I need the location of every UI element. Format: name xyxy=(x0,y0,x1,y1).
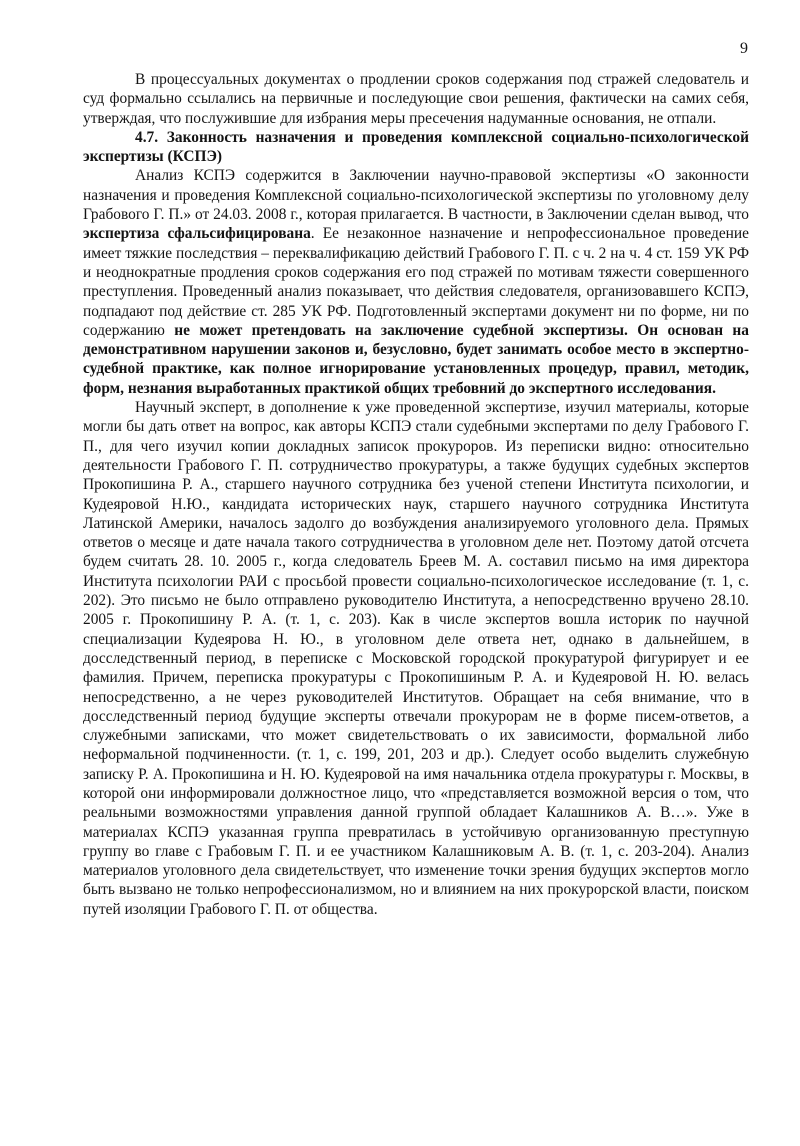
section-heading xyxy=(83,128,749,167)
kspe-conclusion-emphasis: не может претендовать на заключение судебной экспертизы. Он основан на демонстративном нарушении законов и, безусловно, будет занимать особое место в экспертно-судебной практике, как полное игнорирование установленных процедур, правил, методик, форм, незнания выработанных практикой общих требовний до экспертного исследования. xyxy=(83,321,749,397)
document-body xyxy=(83,70,749,919)
section-number: 4.7. xyxy=(135,128,159,146)
section-title: Законность назначения и проведения комплексной социально-психологической экспертизы (КСПЭ) xyxy=(83,128,749,166)
page-number: 9 xyxy=(740,40,748,57)
kspe-analysis-text-1: Анализ КСПЭ содержится в Заключении научно-правовой экспертизы «О законности назначения и проведения Комплексной социально-психологической экспертизы по уголовному делу Грабового Г. П.» от 24.03. 2008 г., которая прилагается. В частности, в Заключении сделан вывод, что xyxy=(83,167,749,224)
paragraph-kspe-analysis xyxy=(83,166,749,398)
paragraph-procedural-documents: В процессуальных документах о продлении сроков содержания под стражей следователь и суд формально ссылались на первичные и последующие свои решения, фактически на самих себя, утверждая, что послужившие для избрания меры пресечения надуманные основания, не отпали. xyxy=(83,71,749,127)
kspe-falsified-emphasis: экспертиза сфальсифицирована xyxy=(83,225,311,243)
kspe-analysis-text-2: . Ее незаконное назначение и непрофессиональное проведение имеет тяжкие последствия – переквалификацию действий Грабового Г. П. с ч. 2 на ч. 4 ст. 159 УК РФ и неоднократные продления сроков содержания его под стражей по мотивам тяжести совершенного преступления. Проведенный анализ показывает, что действия следователя, организовавшего КСПЭ, подпадают под действие ст. 285 УК РФ. Подготовленный экспертами документ ни по форме, ни по содержанию xyxy=(83,225,749,339)
paragraph-expert-correspondence: Научный эксперт, в дополнение к уже проведенной экспертизе, изучил материалы, которые могли бы дать ответ на вопрос, как авторы КСПЭ стали судебными экспертами по делу Грабового Г. П., для чего изучил копии докладных записок прокуроров. Из переписки видно: относительно деятельности Грабового Г. П. сотрудничество прокуратуры, а также будущих судебных экспертов Прокопишина Р. А., старшего научного сотрудника без ученой степени Института психологии, и Кудеяровой Н.Ю., кандидата исторических наук, старшего научного сотрудника Института Латинской Америки, началось задолго до возбуждения анализируемого уголовного дела. Прямых ответов о месяце и дате начала такого сотрудничества в уголовном деле нет. Поэтому датой отсчета будем считать 28. 10. 2005 г., когда следователь Бреев М. А. составил письмо на имя директора Института психологии РАИ с просьбой провести социально-психологическое исследование (т. 1, с. 202). Это письмо не было отправлено руководителю Института, а непосредственно вручено 28.10. 2005 г. Прокопишину Р. А. (т. 1, с. 203). Как в числе экспертов вошла историк по научной специализации Кудеярова Н. Ю., в уголовном деле ответа нет, однако в дальнейшем, в досследственный период, в переписке с Московской городской прокуратурой фигурирует и ее фамилия. Причем, переписка прокуратуры с Прокопишиным Р. А. и Кудеяровой Н. Ю. велась непосредственно, а не через руководителей Институтов. Обращает на себя внимание, что в досследственный период будущие эксперты отвечали прокурорам не в форме писем-ответов, а служебными записками, что может свидетельствовать о их зависимости, формальной либо неформальной подчиненности. (т. 1, с. 199, 201, 203 и др.). Следует особо выделить служебную записку Р. А. Прокопишина и Н. Ю. Кудеяровой на имя начальника отдела прокуратуры г. Москвы, в которой они информировали должностное лицо, что «представляется возможной версия о том, что реальными возможностями управления данной группой обладает Калашников А. В…». Уже в материалах КСПЭ указанная группа превратилась в устойчивую организованную преступную группу во главе с Грабовым Г. П. и ее участником Калашниковым А. В. (т. 1, с. 203-204). Анализ материалов уголовного дела свидетельствует, что изменение точки зрения будущих экспертов могло быть вызвано не только непрофессионализмом, но и влиянием на них прокурорской власти, поиском путей изоляции Грабового Г. П. от общества. xyxy=(83,399,749,918)
